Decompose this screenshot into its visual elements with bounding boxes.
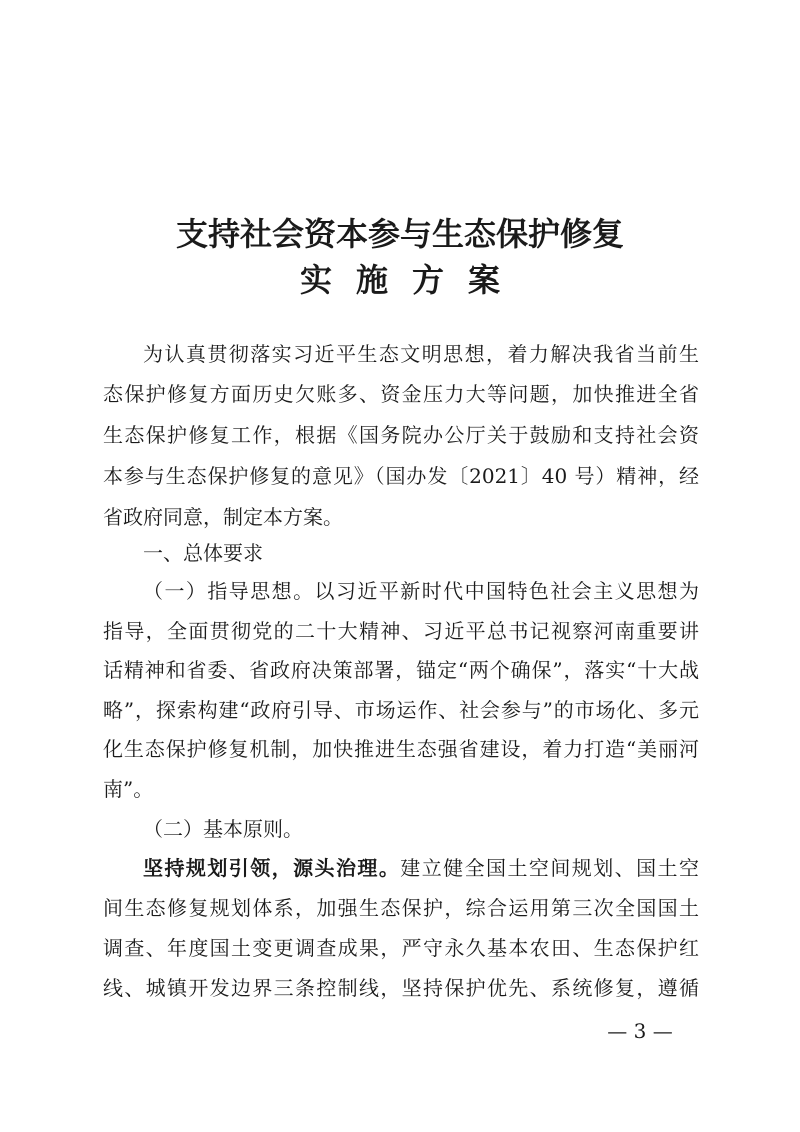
guiding-line-3: 话精神和省委、省政府决策部署，锚定“两个确保”，落实“十大战	[103, 658, 699, 682]
guiding-line-6: 南”。	[103, 777, 154, 801]
intro-line-3: 生态保护修复工作，根据《国务院办公厅关于鼓励和支持社会资	[103, 423, 699, 447]
principle1-line-2: 间生态修复规划体系，加强生态保护，综合运用第三次全国国土	[103, 896, 699, 920]
principle1-line-4: 线、城镇开发边界三条控制线，坚持保护优先、系统修复，遵循	[103, 976, 699, 1000]
intro-line-2: 态保护修复方面历史欠账多、资金压力大等问题，加快推进全省	[103, 382, 699, 406]
guiding-line-5: 化生态保护修复机制，加快推进生态强省建设，着力打造“美丽河	[103, 737, 699, 761]
intro-line-1: 为认真贯彻落实习近平生态文明思想，着力解决我省当前生	[143, 342, 699, 366]
principle1-line-3: 调查、年度国土变更调查成果，严守永久基本农田、生态保护红	[103, 936, 699, 960]
principle1-line-1-rest: 建立健全国土空间规划、国土空	[400, 856, 699, 880]
page-number: — 3 —	[607, 1019, 673, 1043]
guiding-line-2: 指导，全面贯彻党的二十大精神、习近平总书记视察河南重要讲	[103, 619, 699, 643]
intro-line-5: 省政府同意，制定本方案。	[103, 505, 343, 529]
intro-line-4: 本参与生态保护修复的意见》（国办发〔2021〕40 号）精神，经	[103, 464, 699, 488]
guiding-line-4: 略”，探索构建“政府引导、市场运作、社会参与”的市场化、多元	[103, 698, 699, 722]
section-heading-general-requirements: 一、总体要求	[143, 541, 263, 565]
principle1-bold-lead: 坚持规划引领，源头治理。	[143, 856, 401, 880]
principle1-line-1	[143, 854, 699, 882]
guiding-line-1: （一）指导思想。以习近平新时代中国特色社会主义思想为	[143, 579, 699, 603]
document-title-line1: 支持社会资本参与生态保护修复	[175, 215, 624, 253]
principles-heading: （二）基本原则。	[143, 817, 303, 841]
document-title-line2: 实施方案	[299, 261, 524, 299]
